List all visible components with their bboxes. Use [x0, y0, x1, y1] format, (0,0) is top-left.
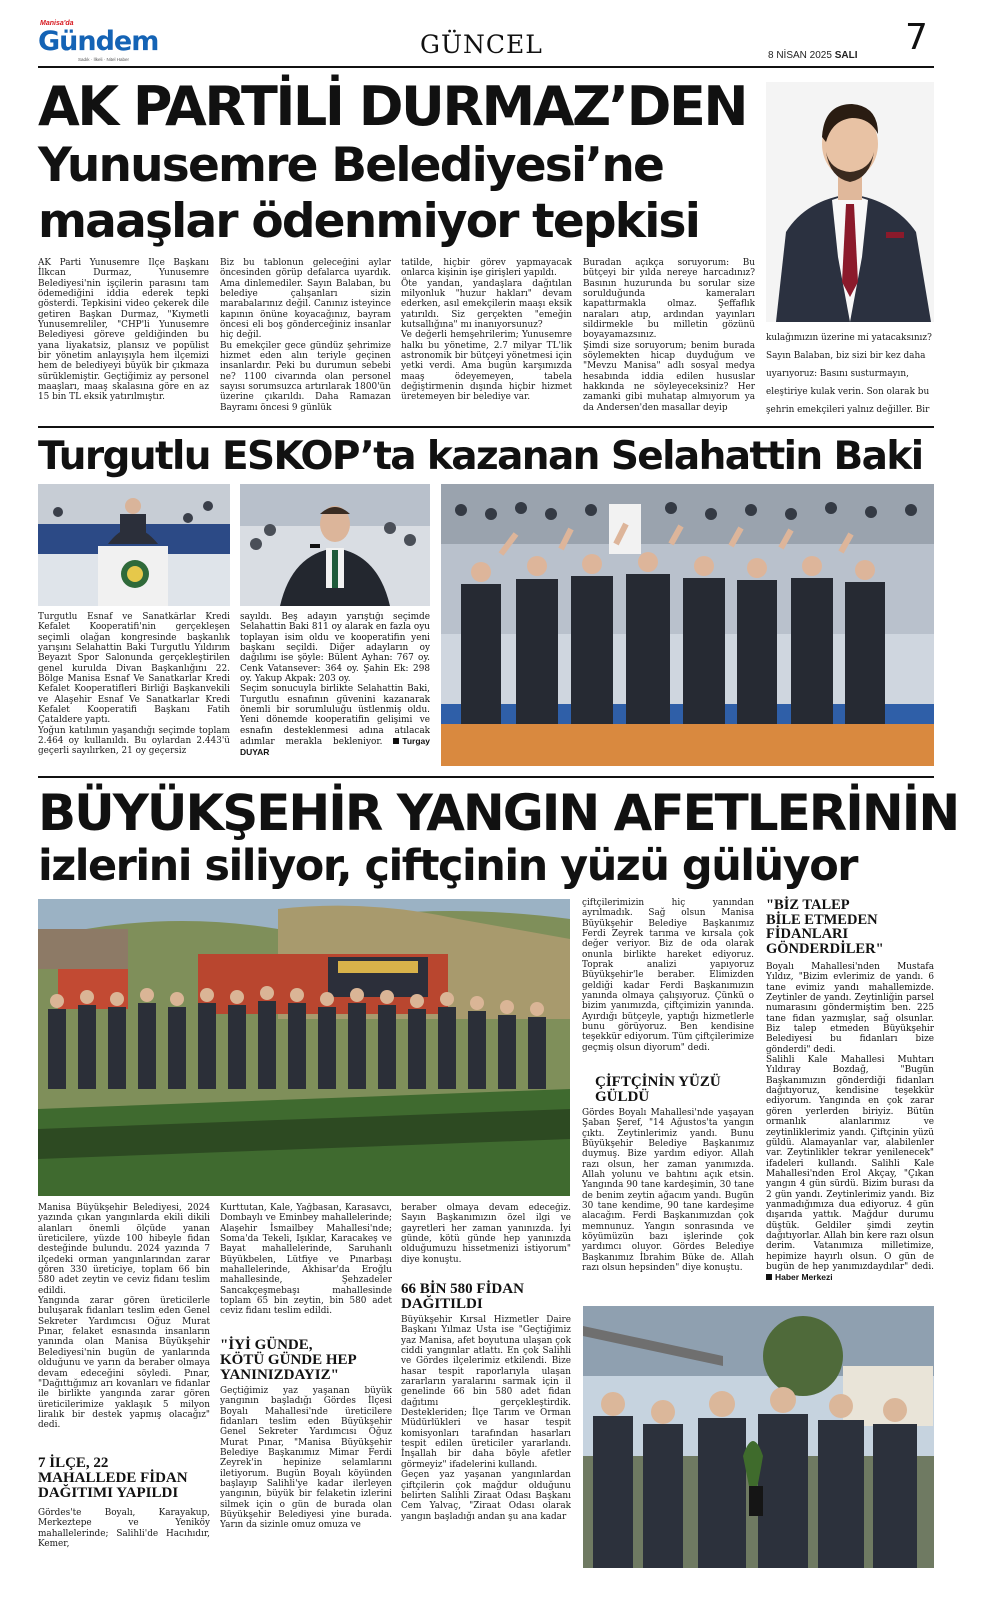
article3-col1: Manisa Büyükşehir Belediyesi, 2024 yazında çıkan yangınlarda ekili dikili alanları önemli ölçüde yanan üreticilere, yüzde 100 hibeyle fidan desteğinde bulundu. 2024 yazında 7 ilçedeki orman yangınlarından zarar gören 330 üreticiye, toplam 66 bin 580 adet zeytin ve ceviz fidanı teslim edildi. Yangında zarar gören üreticilerle buluşarak fidanları teslim eden Genel Sekreter Yardımcısı Oğuz Murat Pınar, felaket esnasında insanların yanında olan Manisa Büyükşehir Belediyesi'nin bugün de yanlarında olduğunu ve yarın da beraber olmaya devam edeceğini söyledi. Pınar, "Dağıttığımız arı kovanları ve fidanlar ile birlikte yangında zarar gören üreticilerimize yaklaşık 5 milyon liralık bir destek yapmış olacağız" dedi. [38, 1203, 210, 1431]
article2-byline-text: Turgay DUYAR [240, 736, 430, 758]
logo-main-text: Gündem [38, 26, 159, 57]
article3-col4-text: Boyalı Mahallesi'nden Mustafa Yıldız, "Bizim evlerimiz de yandı. 6 tane evimiz yandı mahallemizde. Zeytinler de yandı. Zeytinliğin parsel numarasını göndermiştim ben. 225 tane fidan yazmışlar, sağ olsunlar. Biz talep etmeden Büyükşehir Belediyesi bu fidanları bize gönderdi" dedi. Salihli Kale Mahallesi Muhtarı Yıldıray Bozdağ, "Bugün Başkanımızın gönderdiği fidanları dağıtıyoruz, kendisine teşekkür ediyorum. Yangında en çok zarar gören yerlerden biriyiz. Bütün ormanlık alanlarımız ve zeytinliklerimiz yandı. Çiftçinin yüzü güldü. Alamayanlar var, alabilenler var. Zeytinlikler tekrar yenilenecek" ifadeleri kullandı. Salihli Kale Mahallesi'nden Erol Akçay, "Çıkan yangın 4 gün sürdü. Bizim burası da 2 gün yandı. Zeytinlerimiz yandı. Biz yanmadığımıza dua ediyoruz. 4 gün dışarıda yattık. Mağdur durumu düştük. Geldiler şimdi zeytin dağıtıyorlar. Allah bin kere razı olsun derim. Vatanımıza milletimize, hepimize hayırlı olsun. O gün de bugün de hep yanımızdaydılar" dedi. [766, 962, 934, 1272]
issue-date [768, 50, 858, 61]
kongre-photo-3 [441, 484, 934, 766]
article3-byline-text: Haber Merkezi [775, 1272, 833, 1283]
article3-headline-line1: BÜYÜKŞEHİR YANGIN AFETLERİNİN [38, 784, 959, 842]
article3-byline [766, 1272, 833, 1282]
article3-headline-line2: izlerini siliyor, çiftçinin yüzü gülüyor [38, 841, 857, 891]
kongre-photo-1 [38, 484, 230, 606]
article1-headline-line3: maaşlar ödenmiyor tepkisi [38, 194, 700, 249]
article3-sub1: 7 İLÇE, 22 MAHALLEDE FİDAN DAĞITIMI YAPILDI [38, 1455, 188, 1501]
article1-col3: tatilde, hiçbir görev yapmayacak onlarca kişinin işe girişleri yapıldı. Öte yandan, yandaşlara dağıtılan milyonluk "huzur hakları" devam ederken, asıl emekçilerin maaşı eksik yatırıldı. Siz gerçekten "emeğin kutsallığına" mı inanıyorsunuz? Ve değerli hemşehrilerim; Yunusemre halkı bu yönetime, 2.7 milyar TL'lik astronomik bir bütçeyi yönetmesi için yetki verdi. Ama bugün karşımızda maaş ödeyemeyen, tabela değiştirmenin dışında hiçbir hizmet üretemeyen bir belediye var. [401, 258, 572, 403]
article3-col2: Kurttutan, Kale, Yağbasan, Karasavcı, Dombaylı ve Eminbey mahallelerinde; Alaşehir İsmailbey Mahallesi'nde; Soma'da Tekeli, Işıklar, Karacakeş ve Bayat mahallelerinde, Saruhanlı Büyükbelen, Lütfiye ve Pınarbaşı mahallelerinde, Akhisar'da Eroğlu mahallesinde, Şehzadeler Sancakçeşmebaşı mahallesinde toplam 65 bin zeytin, bin 580 adet ceviz fidanı teslim edildi. [220, 1203, 392, 1317]
kongre-photo-2 [240, 484, 430, 606]
divider-1 [38, 426, 934, 428]
fidan-teslim-photo [583, 1306, 934, 1568]
article1-headline-line1: AK PARTİLİ DURMAZ’DEN [38, 75, 747, 138]
article3-col3c: Gördes Boyalı Mahallesi'nde yaşayan Şaban Şeref, "14 Ağustos'ta yangın çıktı. Zeytinlerimiz yandı. Bunu Büyükşehir Belediye Başkanımız duymuş. Bize yardım ediyor. Allah razı olsun, her zaman yanımızda. Allah yolunu ve bahtını açık etsin. Yangında 90 tane kardeşimin, 30 tane de benim zeytin ağacım yandı. Bugün 30 tane kendime, 90 tane kardeşime alacağım. Ferdi Başkanımızdan çok memnunuz. Yangın sonrasında ve köyümüzün bazı işlerinde çok yardımcı oluyor. Gördes Belediye Başkanımız İbrahim Büke de. Allah razı olsun hepsinden" diye konuştu. [582, 1108, 754, 1274]
article1-col5-text: kulağımızın üzerine mi yatacaksınız? Sayın Balaban, biz sizi bir kez daha uyarıyoruz: Basını susturmayın, eleştiriye kulak verin. Son olarak bu şehrin emekçileri yalnız değiller. Bir [766, 333, 932, 415]
article3-sub3: 66 BİN 580 FİDAN DAĞITILDI [401, 1281, 524, 1312]
article3-col1b: Gördes'te Boyalı, Karayakup, Merkeztepe ve Yeniköy mahallelerinde; Salihli'de Hacıhıdır, Kemer, [38, 1508, 210, 1550]
article3-col3: beraber olmaya devam edeceğiz. Sayın Başkanımızın özel ilgi ve gayretleri her zaman yanınızda. İyi günde, kötü günde hep yanınızda olduğumuzu hissetmenizi istiyorum" diye konuştu. [401, 1203, 571, 1265]
logo-top-text: Manisa'da [40, 20, 74, 27]
article3-sub2: "İYİ GÜNDE, KÖTÜ GÜNDE HEP YANINIZDAYIZ" [220, 1337, 357, 1383]
article3-col3b: Büyükşehir Kırsal Hizmetler Daire Başkanı Yılmaz Usta ise "Geçtiğimiz yaz Manisa, afet boyutuna ulaşan çok ciddi yangınlar atlattı. En çok Salihli ve Gördes ilçelerimiz etkilendi. Bize hasar tespit raporlarıyla ulaşan zararların yaralarını sarmak için il genelinde 66 bin 580 adet fidan dağıtımı gerçekleştirdik. Destekleriden; İlçe Tarım ve Orman Müdürlükleri ve hasar tespit komisyonları tarafından hasarları tespit edilen üreticiler yararlandı. İnşallah bir daha böyle afetler görmeyiz" ifadelerini kullandı. Geçen yaz yaşanan yangınlardan çiftçilerin çok mağdur olduğunu belirten Salihli Ziraat Odası Başkanı Cem Yalvaç, "Ziraat Odası olarak yangın başladığı andan şu ana kadar [401, 1315, 571, 1522]
article1-headline-line2: Yunusemre Belediyesi’ne [38, 138, 664, 193]
article3-sub4: ÇİFTÇİNİN YÜZÜ GÜLDÜ [595, 1074, 721, 1105]
masthead-rule [38, 66, 934, 68]
article1-col5 [766, 327, 934, 421]
article1-col2: Biz bu tablonun geleceğini aylar öncesinden görüp defalarca uyardık. Ama dinlemediler. Sayın Balaban, bu belediye çalışanları sizin marabalarınız değil. Canınız isteyince kapının önüne koyacağınız, bayram öncesi eli boş gönderceğiniz insanlar hiç değil. Bu emekçiler gece gündüz şehrimize hizmet eden alın teriyle geçinen insanlardır. Peki bu durumun sebebi ne? 1100 civarında olan personel sayısı sorumsuzca artırılarak 1800'ün üzerine çıkarıldı. Daha Ramazan Bayramı öncesi 9 günlük [220, 258, 391, 413]
date-text: 8 NİSAN 2025 [768, 50, 832, 61]
article1-col1: AK Parti Yunusemre İlçe Başkanı İlkcan Durmaz, Yunusemre Belediyesi'nin işçilerin parasını tam ödemediğini iddia ederek tepki gösterdi. Tepkisini video çekerek dile getiren Başkan Durmaz, "Kıymetli Yunusemreliler, "CHP'li Yunusemre Belediyesi göreve geldiğinden bu yana liyakatsiz, plansız ve popülist bir yönetim anlayışıyla hem ilçemizi hem de belediyeyi büyük bir çıkmaza sürüklemiştir. Geçtiğimiz ay personel maaşları, maaş skalasına göre en az 15 bin TL eksik yatırılmıştır. [38, 258, 209, 403]
article2-col1: Turgutlu Esnaf ve Sanatkârlar Kredi Kefalet Kooperatifi'nin gerçekleşen seçimli olağan kongresinde başkanlık yarışını Selahattin Baki Turgutlu Yıldırım Beyazıt Spor Salonunda gerçekleştirilen genel kurulda Divan Başkanlığını 22. Bölge Manisa Esnaf Ve Sanatkarlar Kredi Kefalet Kooperatifleri Birliği Başkanvekili ve Alaşehir Esnaf Ve Sanatkarlar Kredi Kefalet Kooperatifi Başkanı Fatih Çataldere yaptı. Yoğun katılımın yaşandığı seçimde toplam 2.464 oy kullanıldı. Bu oylardan 2.443'ü geçerli sayılırken, 21 oy geçersiz [38, 612, 230, 757]
divider-2 [38, 776, 934, 778]
article3-col3top: çiftçilerimizin hiç yanından ayrılmadık. Sağ olsun Manisa Büyükşehir Belediye Başkanımız Ferdi Zeyrek tarıma ve kırsala çok değer veriyor. Biz de oda olarak onunla birlikte hareket ediyoruz. Toprak analizi yapıyoruz Büyükşehir'le beraber. Elimizden geldiği kadar Ferdi Başkanımızın yanında olmaya çalışıyoruz. Çünkü o bizim yanımızda, çiftçimizin yanında. Ayırdığı bütçeyle, yaptığı hizmetlerle bunu görüyoruz. Ben kendisine teşekkür ediyorum. Tüm çiftçilerimize geçmiş olsun diyorum" dedi. [582, 898, 754, 1053]
article3-col4 [766, 962, 934, 1300]
durmaz-portrait [766, 82, 934, 322]
logo-sub-text: Sadık · İlkeli · Nitel Haber [78, 57, 130, 62]
day-text: SALI [834, 50, 858, 61]
article2-headline: Turgutlu ESKOP’ta kazanan Selahattin Baki [38, 434, 923, 479]
article2-col2 [240, 612, 430, 772]
article3-sub5: "BİZ TALEP BİLE ETMEDEN FİDANLARI GÖNDERDİLER" [766, 897, 884, 957]
page-number: 7 [905, 17, 928, 58]
article2-col2-text: sayıldı. Beş adayın yarıştığı seçimde Selahattin Baki 811 oy alarak en fazla oyu toplayan isim oldu ve kooperatifin yeni başkanı seçildi. Diğer adayların oy dağılımı ise şöyle: Bülent Ayhan: 767 oy. Cenk Vatansever: 364 oy. Şahin Ek: 298 oy. Yakup Akpak: 203 oy. Seçim sonucuyla birlikte Selahattin Baki, Turgutlu esnafının güvenini kazanarak önemli bir sorumluluğu üstlenmiş oldu. Yeni dönemde kooperatifin gelişimi ve esnafın desteklenmesi adına atılacak adımlar merakla bekleniyor. [240, 612, 430, 748]
logo [38, 20, 159, 64]
fidan-dagitim-photo [38, 899, 570, 1196]
article1-col4: Buradan açıkça soruyorum: Bu bütçeyi bir yılda nereye harcadınız? Basının huzurunda bu sorular size sorulduğunda kameraları kapattırmakla olmaz. Şeffaflık naraları atıp, ardından yayınları sildirmekle bu milletin gözünü boyayamazsınız. Şimdi size soruyorum; benim burada söylemekten hicap duyduğum ve "Mevzu Manisa" adlı sosyal medya hesabında iddia edilen hususlar hakkında ne söyleyeceksiniz? Her zamanki gibi muhatap almıyorum ya da Andersen'den masallar deyip [583, 258, 755, 413]
article3-col2b: Geçtiğimiz yaz yaşanan büyük yangının başladığı Gördes İlçesi Boyalı Mahallesi'nde üreticilere fidanları teslim eden Büyükşehir Genel Sekreter Yardımcısı Oğuz Murat Pınar, "Manisa Büyükşehir Belediye Başkanımız Mimar Ferdi Zeyrek'in hepinize selamlarını iletiyorum. Bugün Boyalı köyünden başlayıp Salihli'ye kadar ilerleyen yangının, büyük bir felaketin izlerini silmek için o gün de burada olan Büyükşehir Belediyesi yine burada. Yarın da sizinle omuz omuza ve [220, 1386, 392, 1531]
section-title: GÜNCEL [420, 30, 543, 59]
